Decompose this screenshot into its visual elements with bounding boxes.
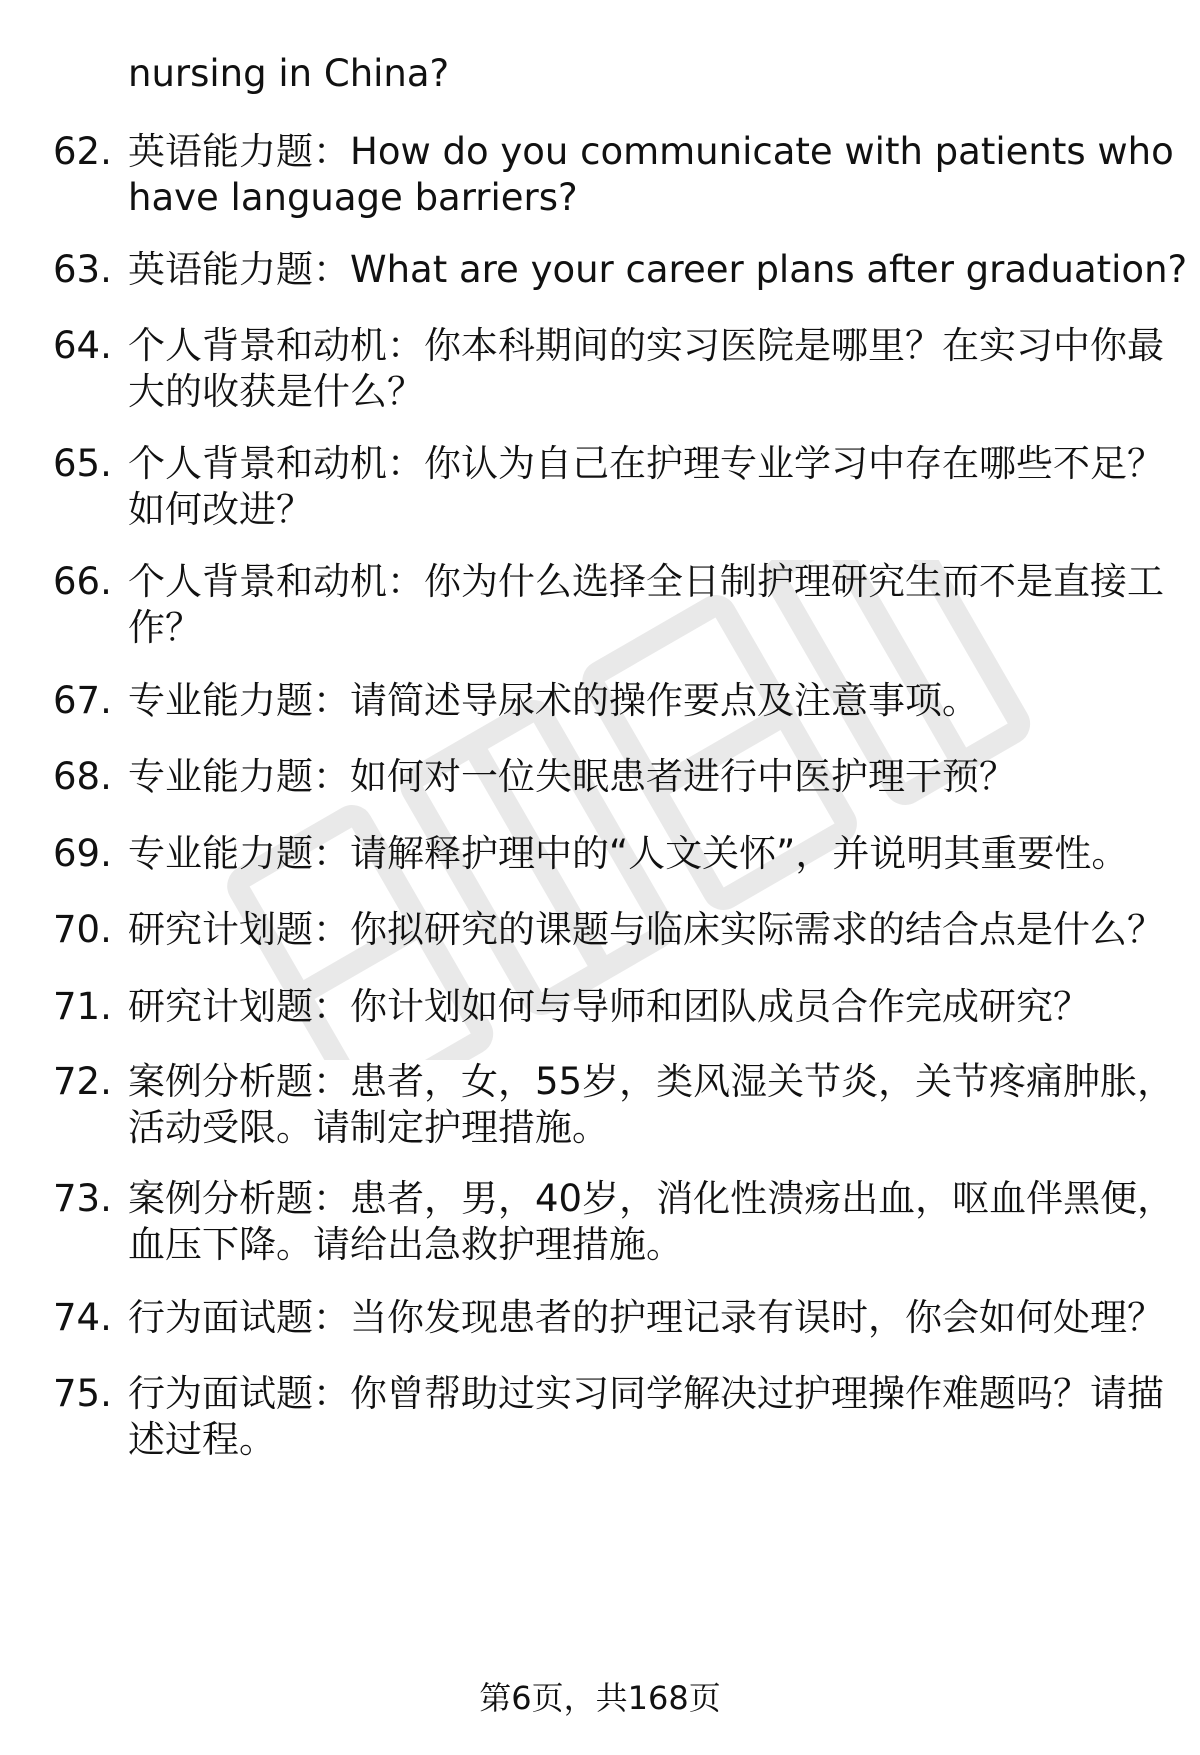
- item-number: 73.: [53, 1177, 112, 1220]
- item-number: 70.: [53, 908, 112, 951]
- item-text-line: 英语能力题：What are your career plans after graduation?: [128, 248, 1188, 291]
- item-text-line: 如何改进？: [128, 488, 313, 531]
- item-number: 67.: [53, 679, 112, 722]
- item-text-line: 述过程。: [128, 1418, 276, 1461]
- item-number: 65.: [53, 442, 112, 485]
- item-text-line: 研究计划题：你计划如何与导师和团队成员合作完成研究？: [128, 985, 1090, 1028]
- item-number: 75.: [53, 1372, 112, 1415]
- item-text-line: have language barriers?: [128, 176, 578, 219]
- item-number: 72.: [53, 1060, 112, 1103]
- item-text-line: 研究计划题：你拟研究的课题与临床实际需求的结合点是什么？: [128, 908, 1164, 951]
- item-text-line: 案例分析题：患者，女，55岁，类风湿关节炎，关节疼痛肿胀，: [128, 1060, 1175, 1103]
- item-number: 69.: [53, 832, 112, 875]
- item-number: 68.: [53, 755, 112, 798]
- item-text-line: 专业能力题：如何对一位失眠患者进行中医护理干预？: [128, 755, 1016, 798]
- item-text-line: 个人背景和动机：你本科期间的实习医院是哪里？在实习中你最: [128, 324, 1164, 367]
- item-text-line: 作？: [128, 606, 202, 649]
- item-number: 64.: [53, 324, 112, 367]
- item-text-line: 专业能力题：请解释护理中的“人文关怀”，并说明其重要性。: [128, 832, 1129, 875]
- item-number: 62.: [53, 130, 112, 173]
- item-text-line: 行为面试题：你曾帮助过实习同学解决过护理操作难题吗？请描: [128, 1372, 1164, 1415]
- page-footer: 第6页，共168页: [479, 1679, 721, 1717]
- item-text-line: 血压下降。请给出急救护理措施。: [128, 1223, 683, 1266]
- item-text-line: 专业能力题：请简述导尿术的操作要点及注意事项。: [128, 679, 979, 722]
- item-text-line: nursing in China?: [128, 52, 450, 95]
- item-number: 71.: [53, 985, 112, 1028]
- item-text-line: 活动受限。请制定护理措施。: [128, 1106, 609, 1149]
- item-text-line: 案例分析题：患者，男，40岁，消化性溃疡出血，呕血伴黑便，: [128, 1177, 1175, 1220]
- item-text-line: 行为面试题：当你发现患者的护理记录有误时，你会如何处理？: [128, 1296, 1164, 1339]
- item-text-line: 大的收获是什么？: [128, 370, 424, 413]
- item-number: 66.: [53, 560, 112, 603]
- item-number: 63.: [53, 248, 112, 291]
- item-text-line: 个人背景和动机：你为什么选择全日制护理研究生而不是直接工: [128, 560, 1164, 603]
- item-text-line: 英语能力题：How do you communicate with patients who: [128, 130, 1174, 173]
- item-number: 74.: [53, 1296, 112, 1339]
- item-text-line: 个人背景和动机：你认为自己在护理专业学习中存在哪些不足？: [128, 442, 1164, 485]
